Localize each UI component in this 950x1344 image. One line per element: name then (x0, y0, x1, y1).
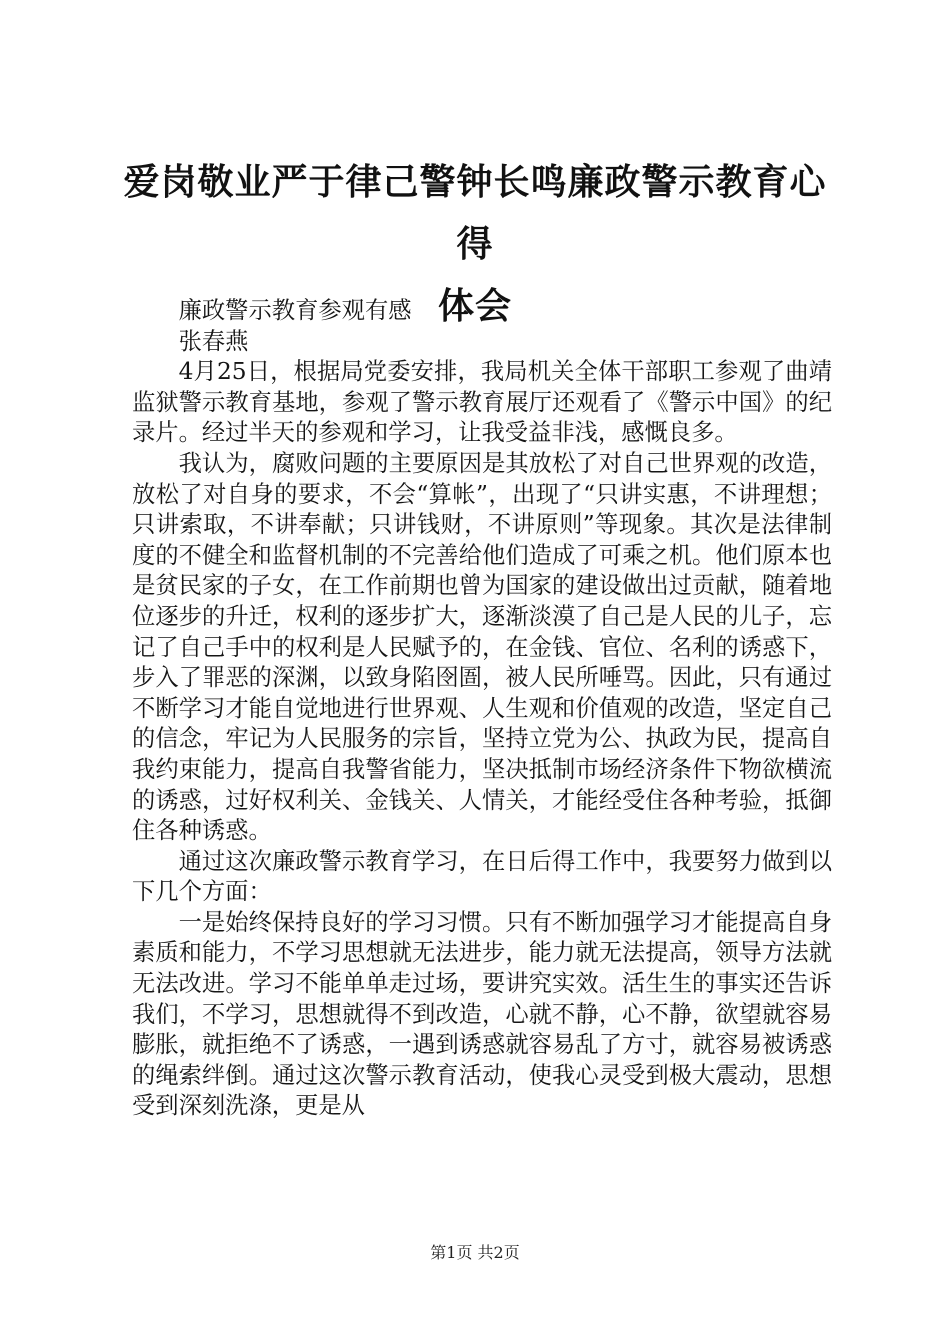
body-paragraph: 一是始终保持良好的学习习惯。只有不断加强学习才能提高自身素质和能力，不学习思想就无法进步，能力就无法提高，领导方法就无法改进。学习不能单单走过场，要讲究实效。活生生的事实还告诉我们，不学习，思想就得不到改造，心就不静，心不静，欲望就容易膨胀，就拒绝不了诱惑，一遇到诱惑就容易乱了方寸，就容易被诱惑的绳索绊倒。通过这次警示教育活动，使我心灵受到极大震动，思想受到深刻洗涤，更是从 (132, 908, 832, 1120)
page-footer: 第1页 共2页 (430, 1243, 520, 1262)
body-paragraph: 我认为，腐败问题的主要原因是其放松了对自己世界观的改造，放松了对自身的要求，不会“算帐”，出现了“只讲实惠，不讲理想；只讲索取，不讲奉献；只讲钱财，不讲原则”等现象。其次是法律制度的不健全和监督机制的不完善给他们造成了可乘之机。他们原本也是贫民家的子女，在工作前期也曾为国家的建设做出过贡献，随着地位逐步的升迁，权利的逐步扩大，逐渐淡漠了自己是人民的儿子，忘记了自己手中的权利是人民赋予的，在金钱、官位、名利的诱惑下，步入了罪恶的深渊，以致身陷囹圄，被人民所唾骂。因此，只有通过不断学习才能自觉地进行世界观、人生观和价值观的改造，坚定自己的信念，牢记为人民服务的宗旨，坚持立党为公、执政为民，提高自我约束能力，提高自我警省能力，坚决抵制市场经济条件下物欲横流的诱惑，过好权利关、金钱关、人情关，才能经受住各种考验，抵御住各种诱惑。 (132, 449, 832, 845)
subtitle-paragraph: 廉政警示教育参观有感 (178, 297, 412, 324)
title-line-1: 爱岗敬业严于律己警钟长鸣廉政警示教育心得 (123, 162, 827, 265)
title-line-2: 体会 (437, 286, 512, 327)
body-paragraph: 4月25日，根据局党委安排，我局机关全体干部职工参观了曲靖监狱警示教育基地，参观了警示教育展厅还观看了《警示中国》的纪录片。经过半天的参观和学习，让我受益非浅，感慨良多。 (132, 358, 832, 447)
body-paragraph: 通过这次廉政警示教育学习，在日后得工作中，我要努力做到以下几个方面： (132, 847, 832, 906)
document-body (132, 296, 832, 1122)
author-paragraph: 张春燕 (178, 327, 249, 355)
